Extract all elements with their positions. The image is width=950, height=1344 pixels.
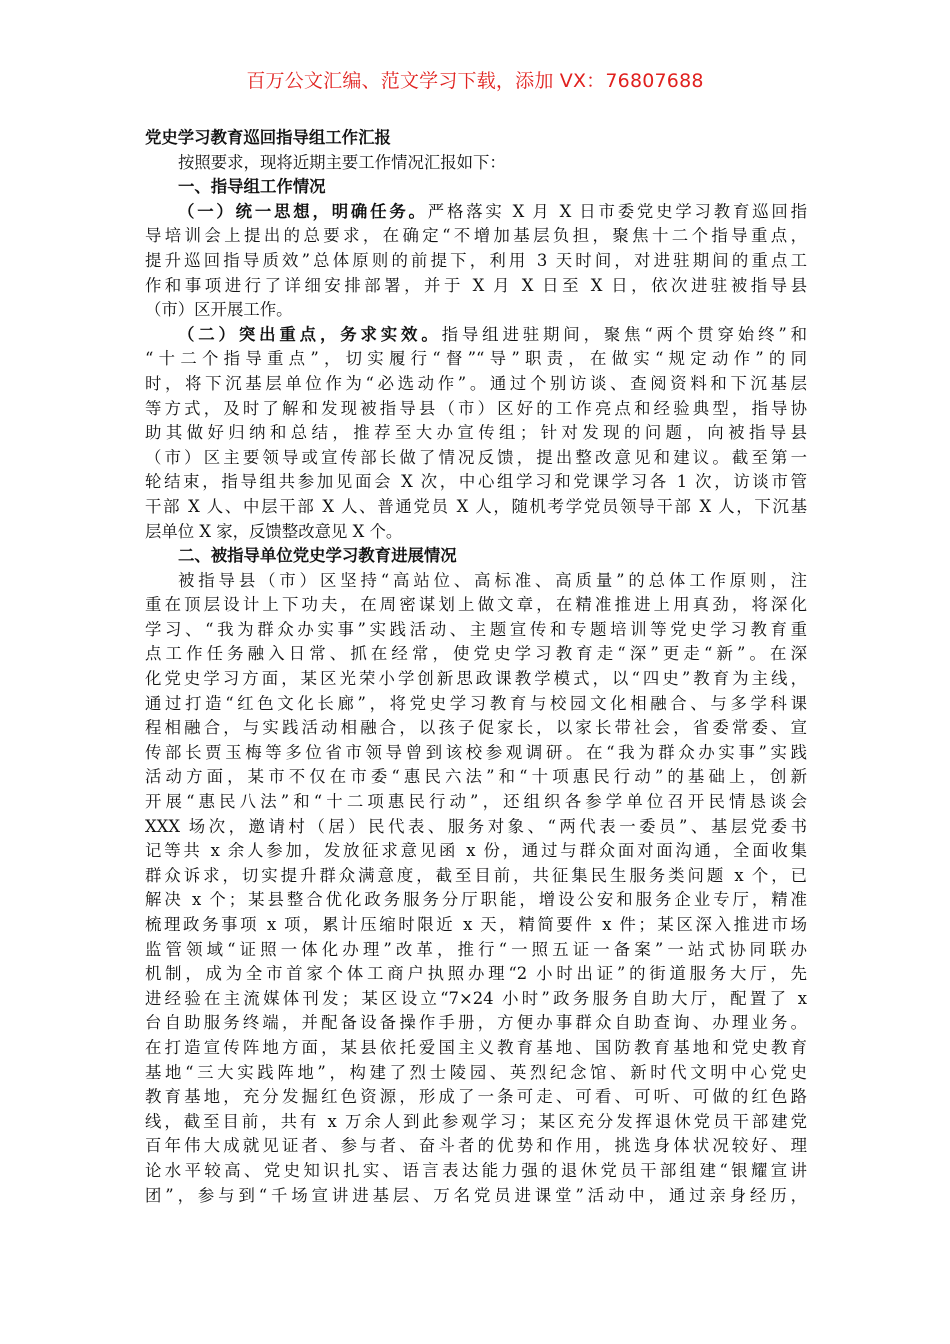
paragraph-line: （市）区开展工作。 [145, 300, 293, 320]
paragraph-line: 轮结束，指导组共参加见面会 X 次，中心组学习和党课学习各 1 次，访谈市管 [145, 472, 807, 492]
subheading-unify-thinking: （一）统一思想，明确任务。 [178, 201, 428, 221]
paragraph-line: （市）区主要领导或宣传部长做了情况反馈，提出整改意见和建议。截至第一 [145, 447, 807, 467]
paragraph-line: 教育基地，充分发掘红色资源，形成了一条可走、可看、可听、可做的红色路 [145, 1087, 807, 1107]
paragraph-line: 学习、“我为群众办实事”实践活动、主题宣传和专题培训等党史学习教育重 [145, 619, 807, 639]
paragraph-line: 重在顶层设计上下功夫，在周密谋划上做文章，在精准推进上用真劲，将深化 [145, 595, 807, 615]
paragraph-line: 等方式，及时了解和发现被指导县（市）区好的工作亮点和经验典型，指导协 [145, 398, 807, 418]
paragraph-line: 助其做好归纳和总结，推荐至大办宣传组；针对发现的问题，向被指导县 [145, 423, 807, 443]
section-2-heading: 二、被指导单位党史学习教育进展情况 [178, 546, 457, 566]
paragraph-line: 团”，参与到“千场宣讲进基层、万名党员进课堂”活动中，通过亲身经历， [145, 1185, 807, 1205]
paragraph-line: 干部 X 人、中层干部 X 人、普通党员 X 人，随机考学党员领导干部 X 人，下沉基 [145, 496, 807, 516]
paragraph-line: 化党史学习方面，某区光荣小学创新思政课教学模式，以“四史”教育为主线， [145, 669, 807, 689]
paragraph-line: 作和事项进行了详细安排部署，并于 X 月 X 日至 X 日，依次进驻被指导县 [145, 275, 807, 295]
paragraph-line: 开展“惠民八法”和“十二项惠民行动”，还组织各参学单位召开民情恳谈会 [145, 792, 807, 812]
paragraph-line: “十二个指导重点”，切实履行“督”“导”职责，在做实“规定动作”的同 [145, 349, 807, 369]
paragraph-line: 提升巡回指导质效”总体原则的前提下，利用 3 天时间，对进驻期间的重点工 [145, 250, 807, 270]
paragraph-line: 监管领域“证照一体化办理”改革，推行“一照五证一备案”一站式协同联办 [145, 939, 807, 959]
paragraph-line: 群众诉求，切实提升群众满意度，截至目前，共征集民生服务类问题 x 个，已 [145, 865, 807, 885]
paragraph-line: 在打造宣传阵地方面，某县依托爱国主义教育基地、国防教育基地和党史教育 [145, 1037, 807, 1057]
paragraph-line: 点工作任务融入日常、抓在经常，使党史学习教育走“深”更走“新”。在深 [145, 644, 807, 664]
section-1-paragraph-2-line: （二）突出重点，务求实效。指导组进驻期间，聚焦“两个贯穿始终”和 [178, 324, 807, 344]
paragraph-line: 活动方面，某市不仅在市委“惠民六法”和“十项惠民行动”的基础上，创新 [145, 767, 807, 787]
subheading-highlight-focus: （二）突出重点，务求实效。 [178, 324, 442, 344]
document-title: 党史学习教育巡回指导组工作汇报 [145, 128, 391, 147]
paragraph-line: 被指导县（市）区坚持“高站位、高标准、高质量”的总体工作原则，注 [178, 570, 807, 590]
paragraph-line: 基地“三大实践阵地”，构建了烈士陵园、英烈纪念馆、新时代文明中心党史 [145, 1062, 807, 1082]
paragraph-line: 解决 x 个；某县整合优化政务服务分厅职能，增设公安和服务企业专厅，精准 [145, 890, 807, 910]
paragraph-line: 传部长贾玉梅等多位省市领导曾到该校参观调研。在“我为群众办实事”实践 [145, 742, 807, 762]
document-body [145, 126, 807, 1208]
paragraph-line: 线，截至目前，共有 x 万余人到此参观学习；某区充分发挥退休党员干部建党 [145, 1111, 807, 1131]
section-1-heading: 一、指导组工作情况 [178, 177, 326, 197]
paragraph-line: 层单位 X 家，反馈整改意见 X 个。 [145, 521, 403, 541]
watermark-banner: 百万公文汇编、范文学习下载，添加 VX：76807688 [246, 70, 704, 92]
paragraph-line: 梳理政务事项 x 项，累计压缩时限近 x 天，精简要件 x 件；某区深入推进市场 [145, 915, 807, 934]
intro-paragraph: 按照要求，现将近期主要工作情况汇报如下： [178, 152, 506, 172]
paragraph-line: 进经验在主流媒体刊发；某区设立“7×24 小时”政务服务自助大厅，配置了 x [145, 988, 807, 1008]
paragraph-line: 程相融合，与实践活动相融合，以孩子促家长，以家长带社会，省委常委、宣 [145, 718, 807, 738]
section-1-paragraph-1-line: （一）统一思想，明确任务。严格落实 X 月 X 日市委党史学习教育巡回指 [178, 201, 807, 221]
paragraph-line: 时，将下沉基层单位作为“必选动作”。通过个别访谈、查阅资料和下沉基层 [145, 373, 807, 393]
paragraph-line: XXX 场次，邀请村（居）民代表、服务对象、“两代表一委员”、基层党委书 [145, 816, 807, 836]
paragraph-line: 通过打造“红色文化长廊”，将党史学习教育与校园文化相融合、与多学科课 [145, 693, 807, 713]
paragraph-line: 记等共 x 余人参加，发放征求意见函 x 份，通过与群众面对面沟通，全面收集 [145, 841, 807, 861]
paragraph-line: 导培训会上提出的总要求，在确定“不增加基层负担，聚焦十二个指导重点， [145, 226, 807, 246]
paragraph-line: 机制，成为全市首家个体工商户执照办理“2 小时出证”的街道服务大厅，先 [145, 964, 807, 984]
paragraph-line: 论水平较高、党史知识扎实、语言表达能力强的退休党员干部组建“银耀宣讲 [145, 1160, 807, 1180]
paragraph-line: 百年伟大成就见证者、参与者、奋斗者的优势和作用，挑选身体状况较好、理 [145, 1136, 807, 1156]
paragraph-line: 台自助服务终端，并配备设备操作手册，方便办事群众自助查询、办理业务。 [145, 1013, 807, 1033]
